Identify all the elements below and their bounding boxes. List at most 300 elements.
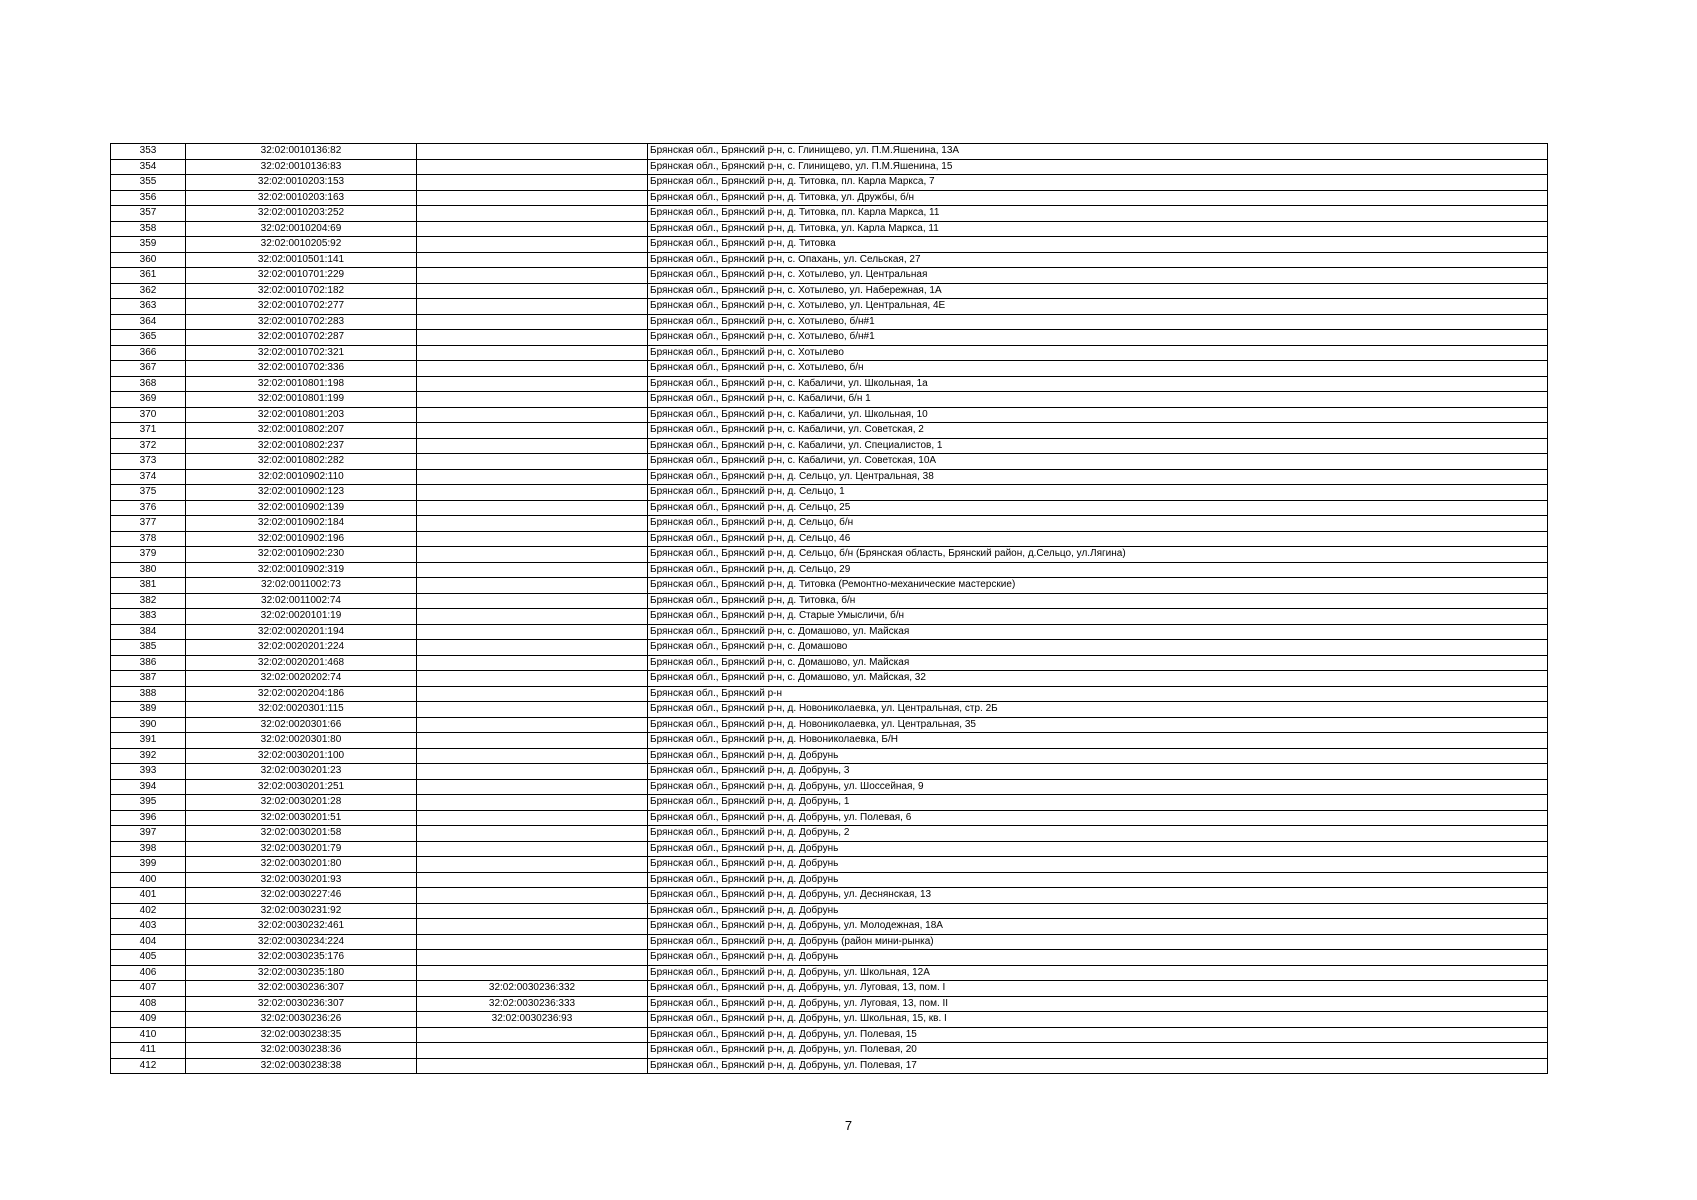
address-cell: Брянская обл., Брянский р-н, д. Добрунь, ул. Луговая, 13, пом. II — [648, 996, 1548, 1012]
row-number-cell: 402 — [111, 903, 186, 919]
related-cadastral-number-cell — [417, 686, 648, 702]
related-cadastral-number-cell — [417, 392, 648, 408]
row-number-cell: 384 — [111, 624, 186, 640]
address-cell: Брянская обл., Брянский р-н, с. Опахань, ул. Сельская, 27 — [648, 252, 1548, 268]
row-number-cell: 354 — [111, 159, 186, 175]
cadastral-number-cell: 32:02:0010203:153 — [186, 175, 417, 191]
table-row — [111, 345, 1548, 361]
related-cadastral-number-cell — [417, 609, 648, 625]
row-number-cell: 378 — [111, 531, 186, 547]
table-row — [111, 1012, 1548, 1028]
address-cell: Брянская обл., Брянский р-н, д. Сельцо, б/н — [648, 516, 1548, 532]
cadastral-number-cell: 32:02:0010902:139 — [186, 500, 417, 516]
address-cell: Брянская обл., Брянский р-н, с. Домашово, ул. Майская, 32 — [648, 671, 1548, 687]
table-row — [111, 500, 1548, 516]
cadastral-number-cell: 32:02:0020201:194 — [186, 624, 417, 640]
related-cadastral-number-cell — [417, 547, 648, 563]
table-row — [111, 330, 1548, 346]
table-row — [111, 671, 1548, 687]
related-cadastral-number-cell — [417, 206, 648, 222]
table-row — [111, 206, 1548, 222]
related-cadastral-number-cell — [417, 144, 648, 160]
cadastral-number-cell: 32:02:0020201:224 — [186, 640, 417, 656]
cadastral-number-cell: 32:02:0010205:92 — [186, 237, 417, 253]
cadastral-number-cell: 32:02:0030231:92 — [186, 903, 417, 919]
address-cell: Брянская обл., Брянский р-н, д. Добрунь, ул. Луговая, 13, пом. I — [648, 981, 1548, 997]
row-number-cell: 373 — [111, 454, 186, 470]
cadastral-number-cell: 32:02:0030201:58 — [186, 826, 417, 842]
row-number-cell: 385 — [111, 640, 186, 656]
address-cell: Брянская обл., Брянский р-н, с. Домашово, ул. Майская — [648, 655, 1548, 671]
address-cell: Брянская обл., Брянский р-н, д. Добрунь, ул. Школьная, 12А — [648, 965, 1548, 981]
cadastral-number-cell: 32:02:0030201:80 — [186, 857, 417, 873]
address-cell: Брянская обл., Брянский р-н, д. Новониколаевка, ул. Центральная, 35 — [648, 717, 1548, 733]
table-row — [111, 516, 1548, 532]
row-number-cell: 372 — [111, 438, 186, 454]
related-cadastral-number-cell — [417, 857, 648, 873]
row-number-cell: 403 — [111, 919, 186, 935]
table-row — [111, 841, 1548, 857]
table-row — [111, 733, 1548, 749]
related-cadastral-number-cell — [417, 733, 648, 749]
cadastral-number-cell: 32:02:0030201:93 — [186, 872, 417, 888]
cadastral-number-cell: 32:02:0010801:198 — [186, 376, 417, 392]
cadastral-number-cell: 32:02:0010902:184 — [186, 516, 417, 532]
row-number-cell: 388 — [111, 686, 186, 702]
cadastral-number-cell: 32:02:0030201:100 — [186, 748, 417, 764]
related-cadastral-number-cell — [417, 175, 648, 191]
address-cell: Брянская обл., Брянский р-н, д. Титовка — [648, 237, 1548, 253]
address-cell: Брянская обл., Брянский р-н, д. Добрунь — [648, 872, 1548, 888]
cadastral-number-cell: 32:02:0010902:230 — [186, 547, 417, 563]
address-cell: Брянская обл., Брянский р-н, с. Домашово, ул. Майская — [648, 624, 1548, 640]
table-row — [111, 624, 1548, 640]
row-number-cell: 411 — [111, 1043, 186, 1059]
cadastral-number-cell: 32:02:0030238:36 — [186, 1043, 417, 1059]
table-row — [111, 950, 1548, 966]
address-cell: Брянская обл., Брянский р-н, д. Добрунь, 1 — [648, 795, 1548, 811]
related-cadastral-number-cell — [417, 221, 648, 237]
cadastral-number-cell: 32:02:0010701:229 — [186, 268, 417, 284]
address-cell: Брянская обл., Брянский р-н, с. Хотылево, б/н#1 — [648, 330, 1548, 346]
address-cell: Брянская обл., Брянский р-н, д. Добрунь, ул. Полевая, 17 — [648, 1058, 1548, 1074]
table-row — [111, 252, 1548, 268]
row-number-cell: 369 — [111, 392, 186, 408]
table-row — [111, 934, 1548, 950]
address-cell: Брянская обл., Брянский р-н, д. Сельцо, 1 — [648, 485, 1548, 501]
cadastral-number-cell: 32:02:0030236:307 — [186, 996, 417, 1012]
cadastral-number-cell: 32:02:0030236:26 — [186, 1012, 417, 1028]
related-cadastral-number-cell — [417, 919, 648, 935]
row-number-cell: 406 — [111, 965, 186, 981]
row-number-cell: 361 — [111, 268, 186, 284]
related-cadastral-number-cell — [417, 826, 648, 842]
table-row — [111, 283, 1548, 299]
cadastral-number-cell: 32:02:0010902:123 — [186, 485, 417, 501]
row-number-cell: 387 — [111, 671, 186, 687]
related-cadastral-number-cell: 32:02:0030236:333 — [417, 996, 648, 1012]
related-cadastral-number-cell — [417, 624, 648, 640]
table-row — [111, 919, 1548, 935]
cadastral-number-cell: 32:02:0010136:82 — [186, 144, 417, 160]
row-number-cell: 356 — [111, 190, 186, 206]
address-cell: Брянская обл., Брянский р-н, с. Глинищево, ул. П.М.Яшенина, 15 — [648, 159, 1548, 175]
cadastral-number-cell: 32:02:0010204:69 — [186, 221, 417, 237]
related-cadastral-number-cell — [417, 423, 648, 439]
related-cadastral-number-cell — [417, 376, 648, 392]
table-row — [111, 221, 1548, 237]
address-cell: Брянская обл., Брянский р-н, с. Кабаличи, б/н 1 — [648, 392, 1548, 408]
address-cell: Брянская обл., Брянский р-н, д. Сельцо, 29 — [648, 562, 1548, 578]
related-cadastral-number-cell — [417, 717, 648, 733]
row-number-cell: 409 — [111, 1012, 186, 1028]
table-row — [111, 407, 1548, 423]
cadastral-number-cell: 32:02:0010802:282 — [186, 454, 417, 470]
cadastral-number-cell: 32:02:0020301:80 — [186, 733, 417, 749]
address-cell: Брянская обл., Брянский р-н, д. Добрунь, ул. Шоссейная, 9 — [648, 779, 1548, 795]
table-row — [111, 314, 1548, 330]
table-row — [111, 779, 1548, 795]
row-number-cell: 365 — [111, 330, 186, 346]
cadastral-number-cell: 32:02:0030227:46 — [186, 888, 417, 904]
related-cadastral-number-cell — [417, 438, 648, 454]
table-row — [111, 748, 1548, 764]
address-cell: Брянская обл., Брянский р-н, д. Добрунь — [648, 748, 1548, 764]
address-cell: Брянская обл., Брянский р-н, д. Добрунь, ул. Деснянская, 13 — [648, 888, 1548, 904]
row-number-cell: 408 — [111, 996, 186, 1012]
row-number-cell: 400 — [111, 872, 186, 888]
row-number-cell: 366 — [111, 345, 186, 361]
address-cell: Брянская обл., Брянский р-н, д. Титовка, ул. Дружбы, б/н — [648, 190, 1548, 206]
row-number-cell: 358 — [111, 221, 186, 237]
table-row — [111, 609, 1548, 625]
cadastral-number-cell: 32:02:0030232:461 — [186, 919, 417, 935]
table-row — [111, 702, 1548, 718]
address-cell: Брянская обл., Брянский р-н, д. Сельцо, б/н (Брянская область, Брянский район, д.Сельцо, ул.Лягина) — [648, 547, 1548, 563]
address-cell: Брянская обл., Брянский р-н, д. Добрунь, ул. Школьная, 15, кв. I — [648, 1012, 1548, 1028]
cadastral-number-cell: 32:02:0020101:19 — [186, 609, 417, 625]
related-cadastral-number-cell — [417, 237, 648, 253]
related-cadastral-number-cell — [417, 640, 648, 656]
address-cell: Брянская обл., Брянский р-н, с. Кабаличи, ул. Советская, 2 — [648, 423, 1548, 439]
cadastral-number-cell: 32:02:0010702:321 — [186, 345, 417, 361]
address-cell: Брянская обл., Брянский р-н, с. Кабаличи, ул. Школьная, 1а — [648, 376, 1548, 392]
related-cadastral-number-cell: 32:02:0030236:93 — [417, 1012, 648, 1028]
cadastral-number-cell: 32:02:0010702:336 — [186, 361, 417, 377]
row-number-cell: 412 — [111, 1058, 186, 1074]
row-number-cell: 393 — [111, 764, 186, 780]
cadastral-number-cell: 32:02:0010801:199 — [186, 392, 417, 408]
table-row — [111, 190, 1548, 206]
related-cadastral-number-cell — [417, 888, 648, 904]
row-number-cell: 397 — [111, 826, 186, 842]
row-number-cell: 376 — [111, 500, 186, 516]
address-cell: Брянская обл., Брянский р-н — [648, 686, 1548, 702]
cadastral-number-cell: 32:02:0010702:283 — [186, 314, 417, 330]
cadastral-number-cell: 32:02:0010203:252 — [186, 206, 417, 222]
cadastral-number-cell: 32:02:0011002:74 — [186, 593, 417, 609]
related-cadastral-number-cell — [417, 934, 648, 950]
row-number-cell: 364 — [111, 314, 186, 330]
related-cadastral-number-cell — [417, 903, 648, 919]
address-cell: Брянская обл., Брянский р-н, с. Кабаличи, ул. Школьная, 10 — [648, 407, 1548, 423]
address-cell: Брянская обл., Брянский р-н, с. Домашово — [648, 640, 1548, 656]
table-row — [111, 1043, 1548, 1059]
table-row — [111, 810, 1548, 826]
row-number-cell: 360 — [111, 252, 186, 268]
row-number-cell: 383 — [111, 609, 186, 625]
row-number-cell: 404 — [111, 934, 186, 950]
cadastral-number-cell: 32:02:0030201:79 — [186, 841, 417, 857]
table-row — [111, 872, 1548, 888]
address-cell: Брянская обл., Брянский р-н, с. Кабаличи, ул. Специалистов, 1 — [648, 438, 1548, 454]
row-number-cell: 391 — [111, 733, 186, 749]
table-row — [111, 547, 1548, 563]
address-cell: Брянская обл., Брянский р-н, д. Добрунь, 3 — [648, 764, 1548, 780]
row-number-cell: 374 — [111, 469, 186, 485]
related-cadastral-number-cell — [417, 345, 648, 361]
related-cadastral-number-cell — [417, 500, 648, 516]
related-cadastral-number-cell — [417, 1027, 648, 1043]
address-cell: Брянская обл., Брянский р-н, д. Добрунь — [648, 903, 1548, 919]
row-number-cell: 371 — [111, 423, 186, 439]
row-number-cell: 382 — [111, 593, 186, 609]
related-cadastral-number-cell — [417, 671, 648, 687]
row-number-cell: 367 — [111, 361, 186, 377]
related-cadastral-number-cell — [417, 764, 648, 780]
row-number-cell: 370 — [111, 407, 186, 423]
row-number-cell: 368 — [111, 376, 186, 392]
related-cadastral-number-cell — [417, 283, 648, 299]
row-number-cell: 401 — [111, 888, 186, 904]
row-number-cell: 396 — [111, 810, 186, 826]
row-number-cell: 377 — [111, 516, 186, 532]
address-cell: Брянская обл., Брянский р-н, д. Добрунь, 2 — [648, 826, 1548, 842]
related-cadastral-number-cell — [417, 578, 648, 594]
address-cell: Брянская обл., Брянский р-н, д. Новониколаевка, ул. Центральная, стр. 2Б — [648, 702, 1548, 718]
related-cadastral-number-cell — [417, 950, 648, 966]
address-cell: Брянская обл., Брянский р-н, с. Хотылево, ул. Центральная — [648, 268, 1548, 284]
related-cadastral-number-cell — [417, 810, 648, 826]
address-cell: Брянская обл., Брянский р-н, д. Сельцо, 46 — [648, 531, 1548, 547]
table-row — [111, 175, 1548, 191]
row-number-cell: 407 — [111, 981, 186, 997]
table-row — [111, 1058, 1548, 1074]
address-cell: Брянская обл., Брянский р-н, д. Старые Умысличи, б/н — [648, 609, 1548, 625]
row-number-cell: 392 — [111, 748, 186, 764]
related-cadastral-number-cell — [417, 485, 648, 501]
address-cell: Брянская обл., Брянский р-н, д. Сельцо, ул. Центральная, 38 — [648, 469, 1548, 485]
table-row — [111, 717, 1548, 733]
table-row — [111, 996, 1548, 1012]
page-number: 7 — [844, 1118, 853, 1133]
related-cadastral-number-cell — [417, 516, 648, 532]
cadastral-number-cell: 32:02:0010203:163 — [186, 190, 417, 206]
related-cadastral-number-cell — [417, 454, 648, 470]
address-cell: Брянская обл., Брянский р-н, с. Хотылево, б/н — [648, 361, 1548, 377]
table-row — [111, 376, 1548, 392]
row-number-cell: 395 — [111, 795, 186, 811]
related-cadastral-number-cell — [417, 190, 648, 206]
table-row — [111, 454, 1548, 470]
address-cell: Брянская обл., Брянский р-н, д. Добрунь — [648, 857, 1548, 873]
table-row — [111, 655, 1548, 671]
related-cadastral-number-cell — [417, 314, 648, 330]
related-cadastral-number-cell — [417, 965, 648, 981]
address-cell: Брянская обл., Брянский р-н, с. Хотылево, б/н#1 — [648, 314, 1548, 330]
table-row — [111, 392, 1548, 408]
table-row — [111, 423, 1548, 439]
address-cell: Брянская обл., Брянский р-н, д. Титовка (Ремонтно-механические мастерские) — [648, 578, 1548, 594]
related-cadastral-number-cell — [417, 361, 648, 377]
related-cadastral-number-cell — [417, 872, 648, 888]
related-cadastral-number-cell — [417, 795, 648, 811]
related-cadastral-number-cell — [417, 593, 648, 609]
table-row — [111, 888, 1548, 904]
cadastral-number-cell: 32:02:0030236:307 — [186, 981, 417, 997]
cadastral-number-cell: 32:02:0010702:182 — [186, 283, 417, 299]
address-cell: Брянская обл., Брянский р-н, д. Добрунь, ул. Полевая, 20 — [648, 1043, 1548, 1059]
address-cell: Брянская обл., Брянский р-н, д. Титовка, пл. Карла Маркса, 11 — [648, 206, 1548, 222]
table-row — [111, 299, 1548, 315]
cadastral-number-cell: 32:02:0010902:319 — [186, 562, 417, 578]
row-number-cell: 389 — [111, 702, 186, 718]
table-row — [111, 361, 1548, 377]
cadastral-number-cell: 32:02:0030238:35 — [186, 1027, 417, 1043]
address-cell: Брянская обл., Брянский р-н, с. Хотылево — [648, 345, 1548, 361]
table-row — [111, 237, 1548, 253]
cadastral-number-cell: 32:02:0030234:224 — [186, 934, 417, 950]
table-row — [111, 593, 1548, 609]
cadastral-number-cell: 32:02:0010802:237 — [186, 438, 417, 454]
table-body — [111, 144, 1548, 1074]
address-cell: Брянская обл., Брянский р-н, д. Добрунь — [648, 950, 1548, 966]
table-row — [111, 686, 1548, 702]
table-row — [111, 795, 1548, 811]
table-row — [111, 903, 1548, 919]
address-cell: Брянская обл., Брянский р-н, д. Титовка, ул. Карла Маркса, 11 — [648, 221, 1548, 237]
cadastral-number-cell: 32:02:0010702:277 — [186, 299, 417, 315]
row-number-cell: 380 — [111, 562, 186, 578]
address-cell: Брянская обл., Брянский р-н, с. Хотылево, ул. Набережная, 1А — [648, 283, 1548, 299]
cadastral-number-cell: 32:02:0020301:115 — [186, 702, 417, 718]
related-cadastral-number-cell — [417, 702, 648, 718]
table-row — [111, 764, 1548, 780]
cadastral-number-cell: 32:02:0030238:38 — [186, 1058, 417, 1074]
cadastral-number-cell: 32:02:0020204:186 — [186, 686, 417, 702]
cadastral-number-cell: 32:02:0010801:203 — [186, 407, 417, 423]
row-number-cell: 394 — [111, 779, 186, 795]
related-cadastral-number-cell — [417, 1043, 648, 1059]
row-number-cell: 399 — [111, 857, 186, 873]
table-row — [111, 159, 1548, 175]
address-cell: Брянская обл., Брянский р-н, д. Добрунь, ул. Полевая, 15 — [648, 1027, 1548, 1043]
cadastral-number-cell: 32:02:0010902:110 — [186, 469, 417, 485]
cadastral-number-cell: 32:02:0010802:207 — [186, 423, 417, 439]
cadastral-number-cell: 32:02:0030235:180 — [186, 965, 417, 981]
related-cadastral-number-cell — [417, 779, 648, 795]
row-number-cell: 381 — [111, 578, 186, 594]
address-cell: Брянская обл., Брянский р-н, д. Новониколаевка, Б/Н — [648, 733, 1548, 749]
row-number-cell: 363 — [111, 299, 186, 315]
related-cadastral-number-cell — [417, 1058, 648, 1074]
cadastral-number-cell: 32:02:0030235:176 — [186, 950, 417, 966]
table-row — [111, 438, 1548, 454]
related-cadastral-number-cell — [417, 268, 648, 284]
related-cadastral-number-cell: 32:02:0030236:332 — [417, 981, 648, 997]
row-number-cell: 355 — [111, 175, 186, 191]
address-cell: Брянская обл., Брянский р-н, с. Хотылево, ул. Центральная, 4Е — [648, 299, 1548, 315]
row-number-cell: 386 — [111, 655, 186, 671]
table-row — [111, 965, 1548, 981]
cadastral-number-cell: 32:02:0011002:73 — [186, 578, 417, 594]
row-number-cell: 353 — [111, 144, 186, 160]
table-row — [111, 640, 1548, 656]
address-cell: Брянская обл., Брянский р-н, д. Сельцо, 25 — [648, 500, 1548, 516]
address-cell: Брянская обл., Брянский р-н, д. Добрунь, ул. Молодежная, 18А — [648, 919, 1548, 935]
address-cell: Брянская обл., Брянский р-н, д. Титовка, пл. Карла Маркса, 7 — [648, 175, 1548, 191]
row-number-cell: 379 — [111, 547, 186, 563]
address-cell: Брянская обл., Брянский р-н, д. Добрунь, ул. Полевая, 6 — [648, 810, 1548, 826]
address-cell: Брянская обл., Брянский р-н, д. Добрунь (район мини-рынка) — [648, 934, 1548, 950]
cadastral-number-cell: 32:02:0030201:51 — [186, 810, 417, 826]
table-row — [111, 485, 1548, 501]
table-row — [111, 826, 1548, 842]
table-row — [111, 1027, 1548, 1043]
table-row — [111, 469, 1548, 485]
related-cadastral-number-cell — [417, 748, 648, 764]
cadastral-number-cell: 32:02:0030201:28 — [186, 795, 417, 811]
cadastral-number-cell: 32:02:0020202:74 — [186, 671, 417, 687]
row-number-cell: 398 — [111, 841, 186, 857]
related-cadastral-number-cell — [417, 252, 648, 268]
cadastral-number-cell: 32:02:0010902:196 — [186, 531, 417, 547]
related-cadastral-number-cell — [417, 299, 648, 315]
address-cell: Брянская обл., Брянский р-н, д. Добрунь — [648, 841, 1548, 857]
cadastral-number-cell: 32:02:0030201:23 — [186, 764, 417, 780]
row-number-cell: 359 — [111, 237, 186, 253]
property-table — [110, 143, 1548, 1074]
row-number-cell: 390 — [111, 717, 186, 733]
row-number-cell: 405 — [111, 950, 186, 966]
table-row — [111, 981, 1548, 997]
related-cadastral-number-cell — [417, 159, 648, 175]
related-cadastral-number-cell — [417, 841, 648, 857]
cadastral-number-cell: 32:02:0030201:251 — [186, 779, 417, 795]
row-number-cell: 362 — [111, 283, 186, 299]
cadastral-number-cell: 32:02:0010501:141 — [186, 252, 417, 268]
related-cadastral-number-cell — [417, 407, 648, 423]
table-row — [111, 531, 1548, 547]
row-number-cell: 375 — [111, 485, 186, 501]
table-row — [111, 144, 1548, 160]
table-row — [111, 578, 1548, 594]
cadastral-number-cell: 32:02:0020201:468 — [186, 655, 417, 671]
related-cadastral-number-cell — [417, 531, 648, 547]
related-cadastral-number-cell — [417, 655, 648, 671]
related-cadastral-number-cell — [417, 469, 648, 485]
table-row — [111, 562, 1548, 578]
cadastral-number-cell: 32:02:0010702:287 — [186, 330, 417, 346]
cadastral-number-cell: 32:02:0020301:66 — [186, 717, 417, 733]
address-cell: Брянская обл., Брянский р-н, с. Глинищево, ул. П.М.Яшенина, 13А — [648, 144, 1548, 160]
address-cell: Брянская обл., Брянский р-н, д. Титовка, б/н — [648, 593, 1548, 609]
row-number-cell: 410 — [111, 1027, 186, 1043]
row-number-cell: 357 — [111, 206, 186, 222]
table-row — [111, 268, 1548, 284]
cadastral-number-cell: 32:02:0010136:83 — [186, 159, 417, 175]
table-row — [111, 857, 1548, 873]
